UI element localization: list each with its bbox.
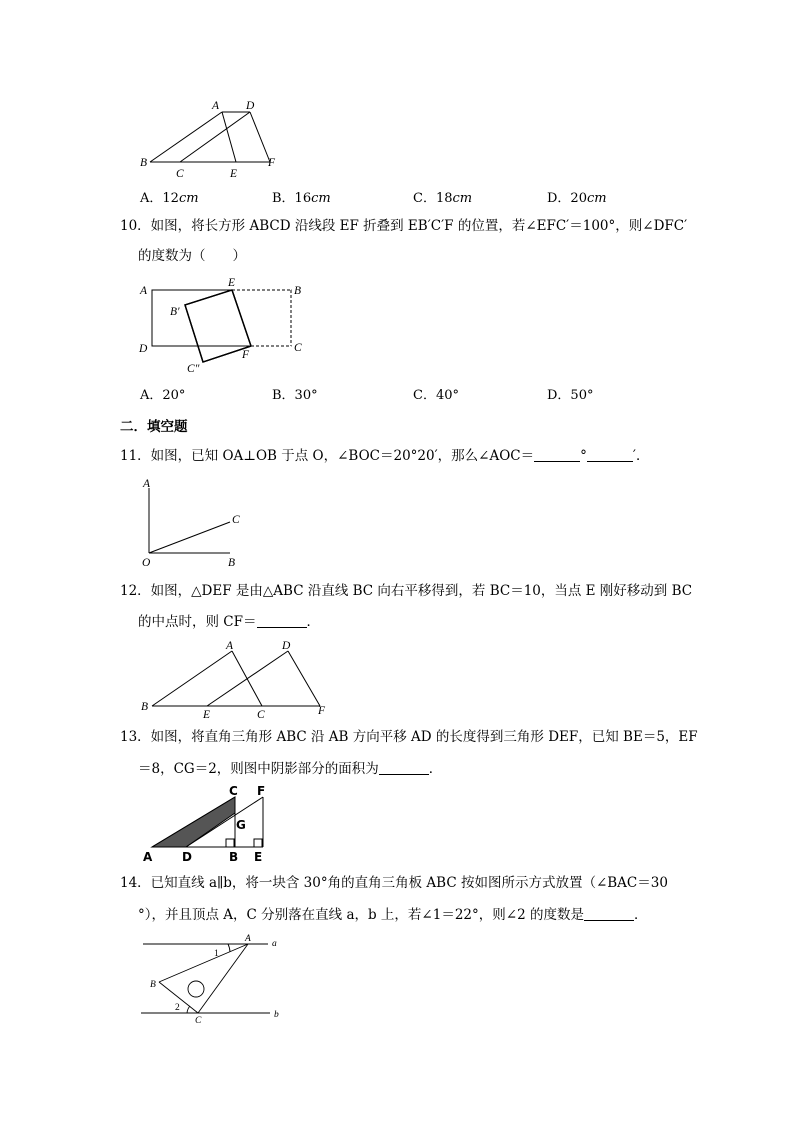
q14-label-line-a: a (272, 939, 277, 949)
q14-label-c: C (195, 1016, 202, 1026)
q13-label-a: A (143, 850, 153, 864)
q12-label-b: B (141, 701, 149, 713)
q12-label-f: F (318, 705, 326, 717)
q9-option-a[interactable]: A．12cm (140, 191, 199, 206)
q13-label-g: G (236, 818, 246, 832)
q10-label-d: D (139, 343, 148, 355)
q11-stem-text: 11．如图，已知 OA⊥OB 于点 O，∠BOC＝20°20′，那么∠AOC＝ (120, 448, 535, 464)
q14-stem-text: °），并且顶点 A，C 分别落在直线 a，b 上，若∠1＝22°，则∠2 的度数是 (138, 907, 584, 923)
q14-label-a: A (245, 934, 251, 944)
q14-label-b: B (150, 980, 156, 990)
q14-stem-line1: 14．已知直线 a∥b，将一块含 30°角的直角三角板 ABC 按如图所示方式放置（∠BAC＝30 (120, 875, 668, 891)
q11-label-b: B (228, 557, 236, 569)
q11-degree-symbol: ° (580, 448, 587, 464)
q12-label-e: E (203, 709, 211, 721)
q14-stem-end: ． (633, 907, 648, 923)
q12-label-a: A (226, 640, 234, 652)
q13-stem-line1: 13．如图，将直角三角形 ABC 沿 AB 方向平移 AD 的长度得到三角形 DEF，已知 BE＝5，EF (120, 729, 698, 745)
q10-label-b: B (294, 285, 302, 297)
q13-label-d: D (182, 850, 192, 864)
q9-label-d: D (246, 100, 255, 112)
q12-label-d: D (282, 640, 291, 652)
q9-label-e: E (230, 168, 238, 180)
q13-stem-end: ． (428, 761, 443, 777)
q9-option-b[interactable]: B．16cm (272, 191, 331, 206)
q14-label-angle-1: 1 (214, 949, 219, 959)
q9-label-c: C (176, 168, 184, 180)
q9-label-f: F (268, 157, 276, 169)
q10-label-f: F (242, 349, 250, 361)
q12-stem-text: 的中点时，则 CF＝ (138, 614, 257, 630)
q11-label-a: A (143, 478, 151, 490)
q11-minute-symbol: ′． (632, 448, 650, 464)
q10-stem-line1: 10．如图，将长方形 ABCD 沿线段 EF 折叠到 EB′C′F 的位置，若∠EFC′＝100°，则∠DFC′ (120, 218, 688, 234)
q13-label-e: E (254, 850, 263, 864)
q10-label-cp: C″ (187, 363, 200, 375)
q9-option-c[interactable]: C．18cm (413, 191, 473, 206)
q10-stem-line2: 的度数为（ ） (138, 248, 246, 264)
q10-option-a[interactable]: A．20° (140, 388, 186, 403)
q13-stem-text: ＝8，CG＝2，则图中阴影部分的面积为 (138, 761, 379, 777)
q11-label-c: C (232, 514, 240, 526)
q14-label-line-b: b (274, 1010, 279, 1020)
q9-option-d[interactable]: D．20cm (547, 191, 607, 206)
section-heading-fill-blank: 二．填空题 (120, 419, 188, 435)
q12-label-c: C (257, 709, 265, 721)
q12-stem-line1: 12．如图，△DEF 是由△ABC 沿直线 BC 向右平移得到，若 BC＝10，当点 E 刚好移动到 BC (120, 583, 693, 599)
q13-label-b: B (229, 850, 239, 864)
q14-label-angle-2: 2 (175, 1003, 180, 1013)
q10-label-bp: B′ (170, 306, 180, 318)
q10-option-c[interactable]: C．40° (413, 388, 459, 403)
q10-option-d[interactable]: D．50° (547, 388, 594, 403)
q9-label-b: B (140, 157, 148, 169)
q9-label-a: A (212, 100, 220, 112)
q10-label-e: E (228, 277, 236, 289)
q10-option-b[interactable]: B．30° (272, 388, 318, 403)
q12-stem-end: ． (306, 614, 320, 630)
q10-label-a: A (140, 285, 148, 297)
q13-label-f: F (257, 784, 266, 798)
q11-label-o: O (142, 557, 151, 569)
q10-label-c: C (294, 342, 302, 354)
q13-label-c: C (229, 784, 238, 798)
